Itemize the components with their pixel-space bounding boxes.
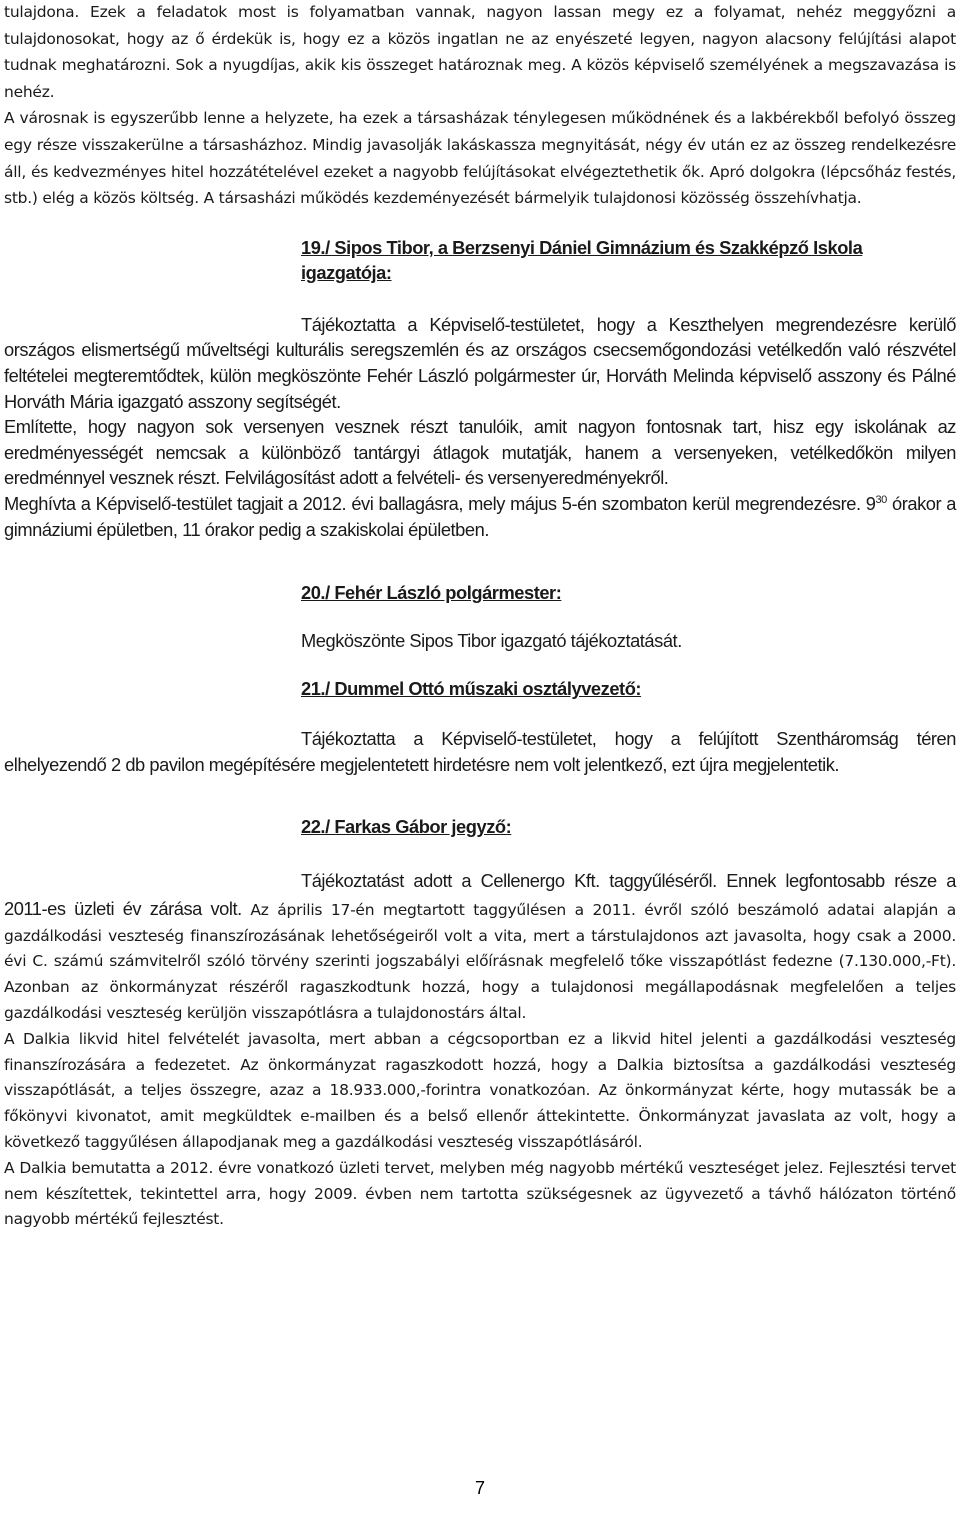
item22-heading-text: 22./ Farkas Gábor jegyző: <box>301 816 512 838</box>
item19-para3-b: órakor a gimnáziumi épületben, 11 órakor pedig a szakiskolai épületben. <box>4 492 957 540</box>
item19-heading-text: 19./ Sipos Tibor, a Berzsenyi Dániel Gimnázium és Szakképző Iskola igazgatója: <box>301 236 863 283</box>
item22-heading <box>301 814 956 839</box>
item22-para1 <box>4 868 956 1027</box>
item21-heading <box>301 676 956 701</box>
page-number: 7 <box>474 1478 485 1498</box>
paragraph-block2: A városnak is egyszerűbb lenne a helyzete, ha ezek a társasházak ténylegesen működnének és a lakbérekből befolyó összeg egy része visszakerülne a társasházhoz. Mindig javasolják lakáskassza megnyitását, négy év után ez az összeg rendelkezésre áll, és kedvezményes hitel hozzátételével ezeket a nagyobb felújításokat elvégeztethetik ők. Apró dolgokra (lépcsőház festés, stb.) elég a közös költség. A társasházi működés kezdeményezését bármelyik tulajdonosi közösség összehívhatja. <box>4 109 956 208</box>
item19-para3 <box>4 491 956 542</box>
item22-para3: A Dalkia bemutatta a 2012. évre vonatkozó üzleti tervet, melyben még nagyobb mértékű veszteséget jelez. Fejlesztési tervet nem készítettek, tekintettel arra, hogy 2009. évben nem tartotta szükségesnek az ügyvezető a távhő hálózaton történő nagyobb mértékű fejlesztést. <box>4 1158 956 1229</box>
item22-para1-a: Tájékoztatást adott a Cellenergo Kft. taggyűléséről. Ennek legfontosabb része a 2011-es üzleti év zárása volt. <box>4 870 956 919</box>
item19-para3-a: Meghívta a Képviselő-testület tagjait a 2012. évi ballagásra, mely május 5-én szombaton kerül megrendezésre. 9 <box>4 492 876 514</box>
item21-heading-text: 21./ Dummel Ottó műszaki osztályvezető: <box>301 678 642 700</box>
item19-para3-sup: 30 <box>875 493 887 506</box>
item19-para1: Tájékoztatta a Képviselő-testületet, hogy a Keszthelyen megrendezésre kerülő országos elismertségű műveltségi kulturális seregszemlén és az országos csecsemőgondozási vetélkedőn való részvétel feltételei megteremtődtek, külön megköszönte Fehér László polgármester úr, Horváth Melinda képviselő asszony és Pálné Horváth Mária igazgató asszony segítségét. <box>4 313 956 412</box>
item22-para2: A Dalkia likvid hitel felvételét javasolta, mert abban a cégcsoportban ez a likvid hitel jelenti a gazdálkodási veszteség finanszírozására a fedezetet. Az önkormányzat ragaszkodott hozzá, hogy a Dalkia biztosítsa a gazdálkodási veszteség visszapótlását, a teljes összegre, azaz a 18.933.000,-forintra vonatkozóan. Az önkormányzat kérte, hogy mutassák be a főkönyvi kivonatot, amit megküldtek e-mailben és a belső ellenőr áttekintette. Önkormányzat javaslata az volt, hogy a következő taggyűlésen állapodjanak meg a gazdálkodási veszteség visszapótlásáról. <box>4 1029 956 1152</box>
item22-para1-b: Az április 17-én megtartott taggyűlésen a 2011. évről szóló beszámoló adatai alapján a gazdálkodási veszteség finanszírozásának lehetőségeiről volt a vita, mert a társtulajdonos azt javasolta, hogy csak a 2000. évi C. számú számvitelről szóló törvény szerinti jogszabályi előírásnak megfelelő tőke visszapótlást fedezne (7.130.000,-Ft). Azonban az önkormányzat részéről ragaszkodtunk hozzá, hogy a tulajdonosi megállapodásnak megfelelően a teljes gazdálkodási veszteség kerüljön visszapótlásra a tulajdonostárs által. <box>4 900 956 1023</box>
item19-heading <box>301 235 956 285</box>
item20-heading <box>301 580 956 605</box>
item19-para2: Említette, hogy nagyon sok versenyen vesznek részt tanulóik, amit nagyon fontosnak tart, hisz egy iskolának az eredményességét nemcsak a különböző tantárgyi átlagok mutatják, hanem a versenyeken, vetélkedőkön milyen eredménnyel vesznek részt. Felvilágosítást adott a felvételi- és versenyeredményekről. <box>4 416 956 489</box>
item21-para1: Tájékoztatta a Képviselő-testületet, hogy a felújított Szentháromság téren elhelyezendő 2 db pavilon megépítésére megjelentetett hirdetésre nem volt jelentkező, ezt újra megjelentetik. <box>4 728 956 776</box>
item20-para1: Megköszönte Sipos Tibor igazgató tájékoztatását. <box>301 630 682 652</box>
paragraph-block1: tulajdona. Ezek a feladatok most is folyamatban vannak, nagyon lassan megy ez a folyamat, nehéz meggyőzni a tulajdonosokat, hogy az ő érdekük is, hogy ez a közös ingatlan ne az enyészeté legyen, nagyon alacsony felújítási alapot tudnak meghatározni. Sok a nyugdíjas, akik kis összeget határoznak meg. A közös képviselő személyének a megszavazása is nehéz. <box>4 3 956 101</box>
item20-heading-text: 20./ Fehér László polgármester: <box>301 582 562 604</box>
